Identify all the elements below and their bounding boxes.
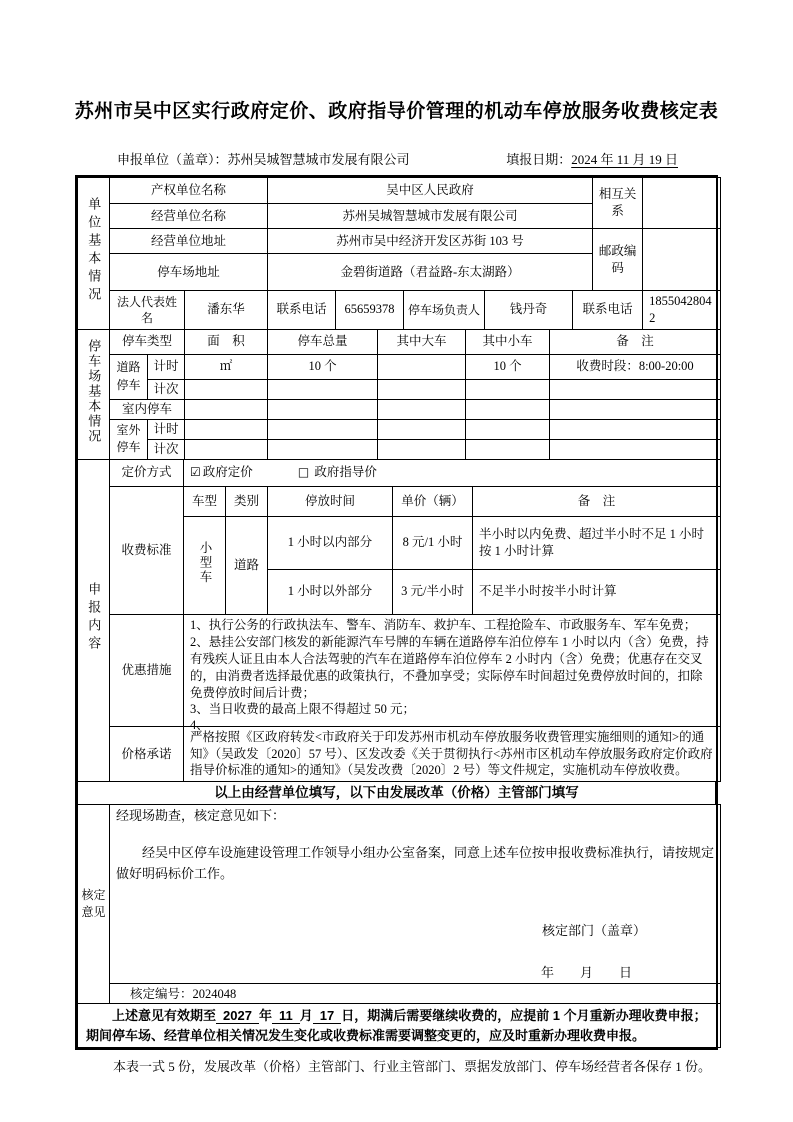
operator-name-label: 经营单位名称 [110,204,268,229]
outdoor-count-area [185,439,268,459]
fee-row1-duration: 1 小时以内部分 [268,516,393,569]
outdoor-time-total [268,419,378,439]
road-count-remark [550,379,721,399]
unchecked-checkbox-icon: □ [297,465,310,480]
validity-month: 11 [272,1008,300,1024]
section-approval [77,804,721,1048]
fee-row2-remark: 不足半小时按半小时计算 [473,569,721,614]
divider-text: 以上由经营单位填写，以下由发展改革（价格）主管部门填写 [78,782,716,805]
outdoor-parking-label: 室外停车 [110,419,148,459]
outdoor-time-area [185,419,268,439]
road-count-large [378,379,466,399]
declare-unit-label: 申报单位（盖章）： [117,152,228,167]
fee-row2-duration: 1 小时以外部分 [268,569,393,614]
road-count-area [185,379,268,399]
legal-rep-value: 潘东华 [185,291,268,330]
fee-category: 道路 [226,516,268,614]
col-header-large: 其中大车 [378,329,466,354]
declare-unit [117,149,410,168]
declare-section-label: 申报内容 [78,459,110,782]
section-unit-info [77,177,721,330]
outdoor-by-count-label: 计次 [148,439,185,459]
fee-header-category: 类别 [226,486,268,516]
fee-header-duration: 停放时间 [268,486,393,516]
approval-date-line: 年 月 日 [540,964,632,980]
declare-unit-value: 苏州吴城智慧城市发展有限公司 [227,152,410,167]
indoor-remark [550,399,721,419]
opinion-paragraph: 经吴中区停车设施建设管理工作领导小组办公室备案，同意上述车位按申报收费标准执行，请按规定做好明码标价工作。 [116,844,715,881]
validity-prefix: 上述意见有效期至 [112,1008,217,1024]
indoor-small [466,399,550,419]
road-count-small [466,379,550,399]
fill-date-value: 2024 年 11 月 19 日 [571,152,678,167]
phone1-label: 联系电话 [268,291,336,330]
col-header-remark: 备 注 [550,329,721,354]
road-by-count-label: 计次 [148,379,185,399]
validity-cell [78,1004,721,1048]
lot-addr-value: 金碧街道路（君益路-东太湖路） [268,254,593,291]
approval-dept-line: 核定部门（盖章） [541,923,646,939]
approval-section-label: 核定意见 [78,805,110,1004]
lot-addr-label: 停车场地址 [110,254,268,291]
fee-vehicle-type: 小型车 [184,516,226,614]
validity-suffix: 日，期满后需要继续收费的，应提前 1 个月重新办理收费申报；期间停车场、经营单位相关情况发生变化或收费标准需要调整变更的，应及时重新办理收费申报。 [86,1008,707,1043]
col-header-area: 面 积 [185,329,268,354]
road-time-small: 10 个 [466,354,550,379]
road-time-area: ㎡ [185,354,268,379]
footer-note: 本表一式 5 份，发展改革（价格）主管部门、行业主管部门、票据发放部门、停车场经营者各保存 1 份。 [113,1059,712,1075]
col-header-total: 停车总量 [268,329,378,354]
price-promise-label: 价格承诺 [110,726,184,782]
discount-item-clipped: 4、 [190,718,209,733]
pricing-method-options [184,459,721,486]
phone2-value: 18550428042 [643,291,721,330]
col-header-small: 其中小车 [466,329,550,354]
road-time-remark: 收费时段：8:00-20:00 [550,354,721,379]
fill-date-label: 填报日期： [506,152,572,167]
fee-row1-price: 8 元/1 小时 [393,516,473,569]
indoor-total [268,399,378,419]
serial-label: 核定编号： [130,986,193,1001]
unit-section-label: 单位基本情况 [78,178,110,330]
gov-priced-label: 政府定价 [202,465,253,480]
fee-standard-label: 收费标准 [110,486,184,614]
discount-content [184,614,721,733]
col-header-type: 停车类型 [110,329,185,354]
pricing-method-label: 定价方式 [110,459,184,486]
discount-label: 优惠措施 [110,614,184,726]
outdoor-count-total [268,439,378,459]
validity-day: 17 [313,1008,341,1024]
outdoor-count-large [378,439,466,459]
outdoor-count-small [466,439,550,459]
section-lot-info [77,329,721,460]
lot-manager-value: 钱丹奇 [485,291,573,330]
section-divider [77,781,716,805]
serial-number-cell [110,984,721,1004]
lot-section-label: 停车场基本情况 [78,329,110,459]
outdoor-by-time-label: 计时 [148,419,185,439]
lot-manager-label: 停车场负责人 [404,291,485,330]
discount-item-1: 1、执行公务的行政执法车、警车、消防车、救护车、工程抢险车、市政服务车、军车免费； [190,618,697,632]
postcode-value [643,229,721,291]
indoor-large [378,399,466,419]
fee-header-vehicle: 车型 [184,486,226,516]
fee-header-price: 单价（辆） [393,486,473,516]
price-promise-content: 严格按照《区政府转发<市政府关于印发苏州市机动车停放服务收费管理实施细则的通知>的通知》（吴政发〔2020〕57 号）、区发改委《关于贯彻执行<苏州市区机动车停放服务政府定价政府指导价标准的通知>的通知》（吴发改费〔2020〕2 号）等文件规定，实施机动车停放收费。 [184,726,721,782]
phone1-value: 65659378 [336,291,404,330]
fee-row2-price: 3 元/半小时 [393,569,473,614]
relation-value [643,178,721,229]
page-title: 苏州市吴中区实行政府定价、政府指导价管理的机动车停放服务收费核定表 [74,101,719,122]
road-time-total: 10 个 [268,354,378,379]
gov-guided-checkbox[interactable] [298,465,377,479]
outdoor-time-small [466,419,550,439]
indoor-parking-label: 室内停车 [110,399,185,419]
postcode-label: 邮政编码 [593,229,643,291]
gov-guided-label: 政府指导价 [314,465,377,480]
operator-name-value: 苏州吴城智慧城市发展有限公司 [268,204,593,229]
outdoor-time-remark [550,419,721,439]
road-count-total [268,379,378,399]
serial-value: 2024048 [192,986,237,1001]
checked-checkbox-icon: ☑ [190,465,201,480]
owner-name-label: 产权单位名称 [110,178,268,204]
approval-opinion-cell [110,805,721,984]
phone2-label: 联系电话 [573,291,643,330]
validity-year: 2027 [216,1008,259,1024]
validity-year-unit: 年 [258,1008,272,1024]
operator-addr-value: 苏州市吴中经济开发区苏街 103 号 [268,229,593,254]
fee-header-remark: 备 注 [473,486,721,516]
road-parking-label: 道路停车 [110,354,148,399]
relation-label: 相互关系 [593,178,643,229]
outdoor-time-large [378,419,466,439]
road-time-large [378,354,466,379]
fill-date [506,149,678,168]
outdoor-count-remark [550,439,721,459]
validity-month-unit: 月 [299,1008,313,1024]
operator-addr-label: 经营单位地址 [110,229,268,254]
header-info-line [75,149,718,168]
gov-priced-checkbox[interactable] [190,465,253,479]
discount-item-3: 3、当日收费的最高上限不得超过 50 元； [190,702,416,717]
form-table [75,175,718,1050]
owner-name-value: 吴中区人民政府 [268,178,593,204]
indoor-area [185,399,268,419]
legal-rep-label: 法人代表姓名 [110,291,185,330]
section-declaration [77,459,721,783]
road-by-time-label: 计时 [148,354,185,379]
survey-line: 经现场勘查，核定意见如下： [116,808,286,824]
discount-item-2: 2、悬挂公安部门核发的新能源汽车号牌的车辆在道路停车泊位停车 1 小时以内（含）免费，持有残疾人证且由本人合法驾驶的汽车在道路停车泊位停车 2 小时内（含）免费；优惠存在交叉的，由消费者选择最优惠的政策执行，不叠加享受；实际停车时间超过免费停放时间的，扣除免费停放时间后计费； [190,634,709,700]
fee-row1-remark: 半小时以内免费、超过半小时不足 1 小时按 1 小时计算 [473,516,721,569]
